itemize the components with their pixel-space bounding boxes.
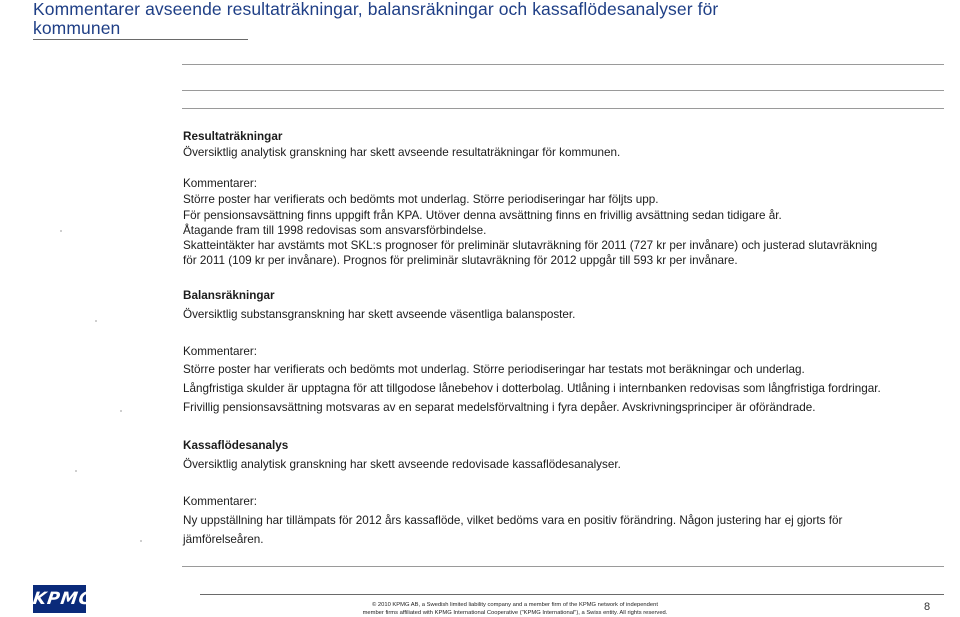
page-title-line-1: Kommentarer avseende resultaträkningar, balansräkningar och kassaflödesanalyser för [33,0,719,19]
scan-speck [95,320,97,322]
comment-line: Långfristiga skulder är upptagna för att tillgodose lånebehov i dotterbolag. Utlåning i internbanken redovisas som långfristiga fordringar. [183,382,881,395]
comments-label-resultat: Kommentarer: [183,177,258,190]
page-number: 8 [924,601,931,613]
comment-line: Skatteintäkter har avstämts mot SKL:s prognoser för preliminär slutavräkning för 2011 (727 kr per invånare) och justerad slutavräkning [183,239,878,252]
page-title-line-2: kommunen [33,18,121,38]
footer-legal-line-2: member firms affiliated with KPMG International Cooperative ("KPMG International"), a Swiss entity. All rights reserved. [362,610,668,616]
comment-line: Frivillig pensionsavsättning motsvaras av en separat medelsförvaltning i fyra depåer. Avskrivningsprinciper är oförändrade. [183,401,816,414]
comment-line: Åtagande fram till 1998 redovisas som ansvarsförbindelse. [183,224,487,237]
title-underline [33,39,248,40]
page-title [33,0,933,38]
scan-speck [75,470,77,472]
comment-line: Ny uppställning har tillämpats för 2012 års kassaflöde, vilket bedöms vara en positiv förändring. Någon justering har ej gjorts för [183,514,843,527]
bottom-rule-1 [182,566,944,567]
comment-line: Större poster har verifierats och bedömts mot underlag. Större periodiseringar har följts upp. [183,193,659,206]
form-rule-2 [182,90,944,91]
section-description-resultat: Översiktlig analytisk granskning har skett avseende resultaträkningar för kommunen. [183,146,621,159]
section-heading-kassaflode: Kassaflödesanalys [183,439,289,452]
form-rule-1 [182,64,944,65]
footer-legal-line-1: © 2010 KPMG AB, a Swedish limited liability company and a member firm of the KPMG network of independent [372,602,658,608]
section-heading-resultat: Resultaträkningar [183,130,283,143]
scan-speck [60,230,62,232]
kpmg-logo [31,585,95,613]
section-description-kassaflode: Översiktlig analytisk granskning har skett avseende redovisade kassaflödesanalyser. [183,458,621,471]
bottom-rule-2 [200,594,944,595]
scan-speck [140,540,142,542]
comment-line: jämförelseåren. [183,533,264,546]
comment-line: För pensionsavsättning finns uppgift från KPA. Utöver denna avsättning finns en frivillig avsättning sedan tidigare år. [183,209,782,222]
section-heading-balans: Balansräkningar [183,289,275,302]
footer-legal [290,601,740,617]
scan-speck [120,410,122,412]
form-rule-3 [182,108,944,109]
kpmg-logo-text: KPMG [31,589,95,609]
comment-line: Större poster har verifierats och bedömts mot underlag. Större periodiseringar har testats mot beräkningar och underlag. [183,363,805,376]
section-description-balans: Översiktlig substansgranskning har skett avseende väsentliga balansposter. [183,308,576,321]
comments-label-balans: Kommentarer: [183,345,258,358]
comment-line: för 2011 (109 kr per invånare). Prognos för preliminär slutavräkning för 2012 uppgår till 593 kr per invånare. [183,254,738,267]
comments-label-kassaflode: Kommentarer: [183,495,258,508]
